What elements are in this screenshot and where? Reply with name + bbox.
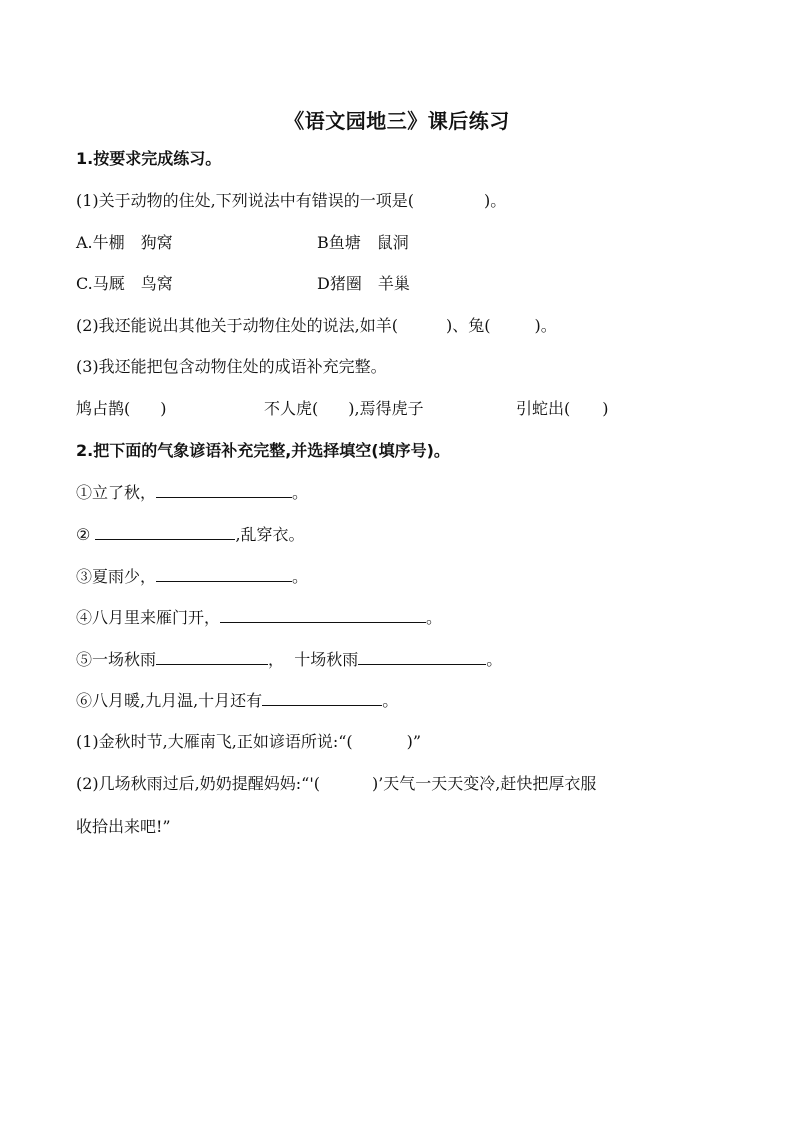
fill-line[interactable] (358, 650, 486, 665)
idiom-2-end: ),焉得虎子 (348, 399, 424, 418)
fill-line[interactable] (156, 567, 292, 582)
proverb-5-text: ⑤一场秋雨 (76, 650, 157, 669)
proverb-3-end: 。 (292, 567, 309, 586)
q2-part2 (76, 773, 596, 795)
idiom-3-end: ) (602, 399, 609, 418)
fill-line[interactable] (156, 483, 292, 498)
q1-sub2-text: (2)我还能说出其他关于动物住处的说法,如羊( (76, 316, 398, 335)
option-d: D猪圈 羊巢 (317, 274, 410, 293)
fill-line[interactable] (262, 691, 382, 706)
q1-idioms (76, 398, 716, 420)
q1-sub3: (3)我还能把包含动物住处的成语补充完整。 (76, 357, 387, 376)
idiom-2 (264, 398, 424, 420)
proverb-2-text: ② (76, 525, 96, 544)
page-title: 《语文园地三》课后练习 (284, 109, 510, 133)
q2-part1-end: )” (406, 732, 422, 751)
option-c: C.马厩 鸟窝 (76, 274, 173, 293)
q1-options-row1 (76, 232, 716, 254)
proverb-3 (76, 566, 308, 588)
fill-line[interactable] (95, 525, 235, 540)
q1-sub2-mid: )、兔( (446, 316, 491, 335)
q1-sub1-end: )。 (484, 191, 507, 210)
option-a: A.牛棚 狗窝 (76, 233, 173, 252)
q2-part2-text: (2)几场秋雨过后,奶奶提醒妈妈:“'( (76, 774, 320, 793)
q1-options-row2 (76, 273, 716, 295)
q2-part1-text: (1)金秋时节,大雁南飞,正如谚语所说:“( (76, 732, 353, 751)
idiom-1-text: 鸠占鹊( (76, 399, 131, 418)
proverb-4 (76, 607, 442, 629)
proverb-1-text: ①立了秋， (76, 483, 157, 502)
proverb-2-end: ,乱穿衣。 (235, 525, 305, 544)
idiom-1-end: ) (160, 399, 167, 418)
proverb-6-end: 。 (382, 691, 399, 710)
proverb-5-end: 。 (486, 650, 503, 669)
fill-line[interactable] (220, 608, 426, 623)
q1-sub2 (76, 315, 557, 337)
proverb-6 (76, 690, 398, 712)
idiom-1 (76, 399, 167, 418)
proverb-1 (76, 482, 308, 504)
q2-heading: 2.把下面的气象谚语补充完整,并选择填空(填序号)。 (76, 441, 450, 460)
q2-part2-end: )’天气一天天变冷,赶快把厚衣服 (371, 774, 597, 793)
q2-part2-continued: 收拾出来吧!” (76, 817, 171, 836)
proverb-6-text: ⑥八月暖,九月温,十月还有 (76, 691, 263, 710)
proverb-5-mid: ， 十场秋雨 (268, 650, 359, 669)
proverb-5 (76, 649, 502, 671)
idiom-3-text: 引蛇出( (516, 399, 571, 418)
q1-sub1-text: (1)关于动物的住处,下列说法中有错误的一项是( (76, 191, 414, 210)
option-b: B鱼塘 鼠洞 (317, 233, 409, 252)
q1-sub2-end: )。 (534, 316, 557, 335)
q2-part1 (76, 731, 421, 753)
idiom-2-text: 不人虎( (264, 399, 319, 418)
proverb-2 (76, 524, 305, 546)
proverb-3-text: ③夏雨少， (76, 567, 157, 586)
proverb-4-end: 。 (426, 608, 443, 627)
fill-line[interactable] (156, 650, 268, 665)
proverb-1-end: 。 (292, 483, 309, 502)
idiom-3 (516, 398, 609, 420)
q1-heading: 1.按要求完成练习。 (76, 149, 222, 168)
q1-sub1 (76, 190, 506, 212)
proverb-4-text: ④八月里来雁门开， (76, 608, 221, 627)
